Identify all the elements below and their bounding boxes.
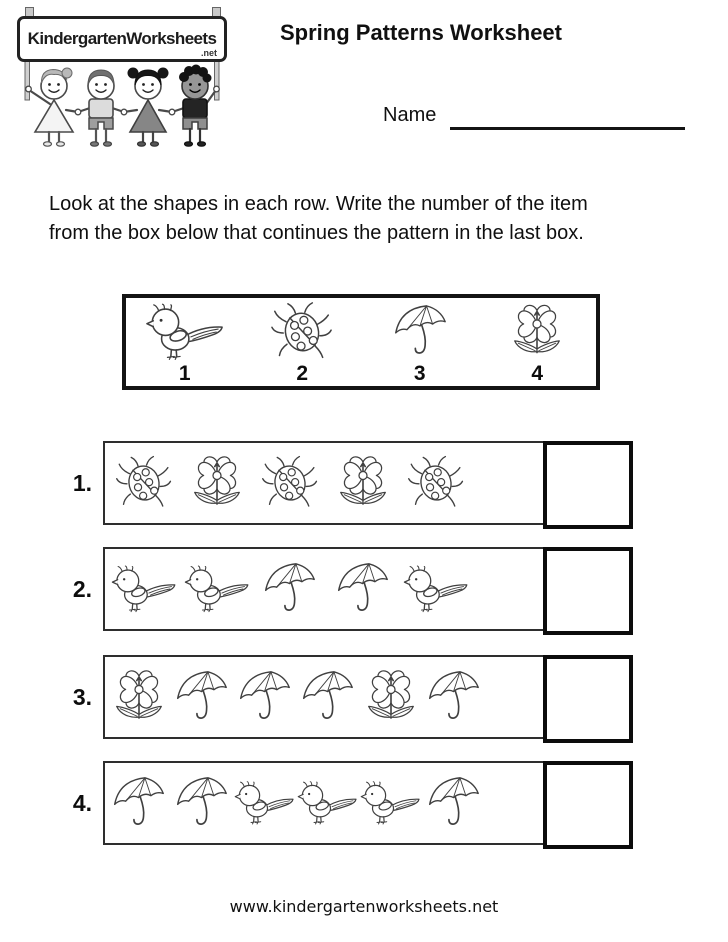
pattern-item-umbrella bbox=[422, 774, 485, 833]
pattern-item-ladybug bbox=[253, 454, 326, 512]
key-item-flower bbox=[479, 298, 597, 386]
name-label: Name bbox=[383, 104, 437, 126]
flower-icon bbox=[512, 301, 562, 363]
instructions-text bbox=[49, 190, 689, 248]
pattern-items bbox=[107, 549, 472, 629]
pattern-item-umbrella bbox=[296, 668, 359, 727]
umbrella-icon bbox=[262, 560, 317, 619]
pattern-strip bbox=[103, 655, 633, 739]
pattern-item-bird bbox=[399, 561, 472, 617]
pattern-item-bird bbox=[359, 775, 422, 831]
row-number: 4. bbox=[72, 789, 92, 816]
answer-box-row-3[interactable] bbox=[543, 655, 633, 743]
instructions-line-1: Look at the shapes in each row. Write the number of the item bbox=[49, 193, 588, 215]
pattern-row-2 bbox=[0, 547, 728, 631]
umbrella-icon bbox=[300, 668, 355, 727]
bird-icon bbox=[296, 775, 359, 831]
answer-box-row-2[interactable] bbox=[543, 547, 633, 635]
key-item-ladybug bbox=[244, 298, 362, 386]
pattern-strip bbox=[103, 761, 633, 845]
flower-icon bbox=[114, 667, 164, 728]
logo-brand-text: KindergartenWorksheets bbox=[27, 29, 217, 48]
key-item-number: 1 bbox=[178, 362, 191, 385]
pattern-items bbox=[107, 657, 485, 737]
key-item-number: 4 bbox=[531, 362, 544, 385]
row-number: 1. bbox=[72, 469, 92, 496]
ladybug-icon bbox=[261, 454, 319, 512]
ladybug-icon bbox=[115, 454, 173, 512]
pattern-item-flower bbox=[359, 667, 422, 728]
key-item-bird bbox=[126, 298, 244, 386]
key-item-umbrella bbox=[361, 298, 479, 386]
pattern-item-ladybug bbox=[399, 454, 472, 512]
row-number: 3. bbox=[72, 683, 92, 710]
pattern-item-flower bbox=[180, 453, 253, 514]
pattern-item-umbrella bbox=[422, 668, 485, 727]
pattern-item-flower bbox=[107, 667, 170, 728]
footer-url: www.kindergartenworksheets.net bbox=[229, 897, 499, 916]
pattern-row-1 bbox=[0, 441, 728, 525]
bird-icon bbox=[110, 561, 178, 617]
instructions-line-2: from the box below that continues the pattern in the last box. bbox=[49, 222, 584, 244]
ladybug-icon bbox=[407, 454, 465, 512]
site-logo bbox=[0, 0, 240, 155]
pattern-item-bird bbox=[233, 775, 296, 831]
pattern-items bbox=[107, 763, 485, 843]
pattern-row-4 bbox=[0, 761, 728, 845]
umbrella-icon bbox=[111, 774, 166, 833]
logo-sign bbox=[17, 16, 227, 62]
pattern-item-umbrella bbox=[253, 560, 326, 619]
pattern-item-bird bbox=[107, 561, 180, 617]
answer-box-row-4[interactable] bbox=[543, 761, 633, 849]
ladybug-icon bbox=[269, 301, 335, 363]
pattern-item-bird bbox=[180, 561, 253, 617]
flower-icon bbox=[366, 667, 416, 728]
bird-icon bbox=[402, 561, 470, 617]
flower-icon bbox=[338, 453, 388, 514]
pattern-item-bird bbox=[296, 775, 359, 831]
pattern-item-flower bbox=[326, 453, 399, 514]
pattern-strip bbox=[103, 441, 633, 525]
answer-box-row-1[interactable] bbox=[543, 441, 633, 529]
bird-icon bbox=[144, 301, 226, 363]
bird-icon bbox=[233, 775, 296, 831]
umbrella-icon bbox=[392, 302, 448, 362]
pattern-item-umbrella bbox=[170, 774, 233, 833]
pattern-item-umbrella bbox=[233, 668, 296, 727]
pattern-item-umbrella bbox=[170, 668, 233, 727]
row-number: 2. bbox=[72, 575, 92, 602]
pattern-item-umbrella bbox=[107, 774, 170, 833]
bird-icon bbox=[359, 775, 422, 831]
key-item-number: 3 bbox=[413, 362, 426, 385]
umbrella-icon bbox=[426, 668, 481, 727]
pattern-item-ladybug bbox=[107, 454, 180, 512]
logo-tld-text: .net bbox=[200, 48, 217, 58]
kids-illustration bbox=[16, 60, 228, 148]
umbrella-icon bbox=[174, 774, 229, 833]
page-title: Spring Patterns Worksheet bbox=[280, 20, 562, 45]
umbrella-icon bbox=[237, 668, 292, 727]
key-box bbox=[122, 294, 600, 390]
pattern-strip bbox=[103, 547, 633, 631]
umbrella-icon bbox=[335, 560, 390, 619]
pattern-row-3 bbox=[0, 655, 728, 739]
flower-icon bbox=[192, 453, 242, 514]
umbrella-icon bbox=[426, 774, 481, 833]
pattern-item-umbrella bbox=[326, 560, 399, 619]
key-item-number: 2 bbox=[296, 362, 309, 385]
name-input-line[interactable] bbox=[450, 100, 685, 130]
bird-icon bbox=[183, 561, 251, 617]
pattern-items bbox=[107, 443, 472, 523]
umbrella-icon bbox=[174, 668, 229, 727]
